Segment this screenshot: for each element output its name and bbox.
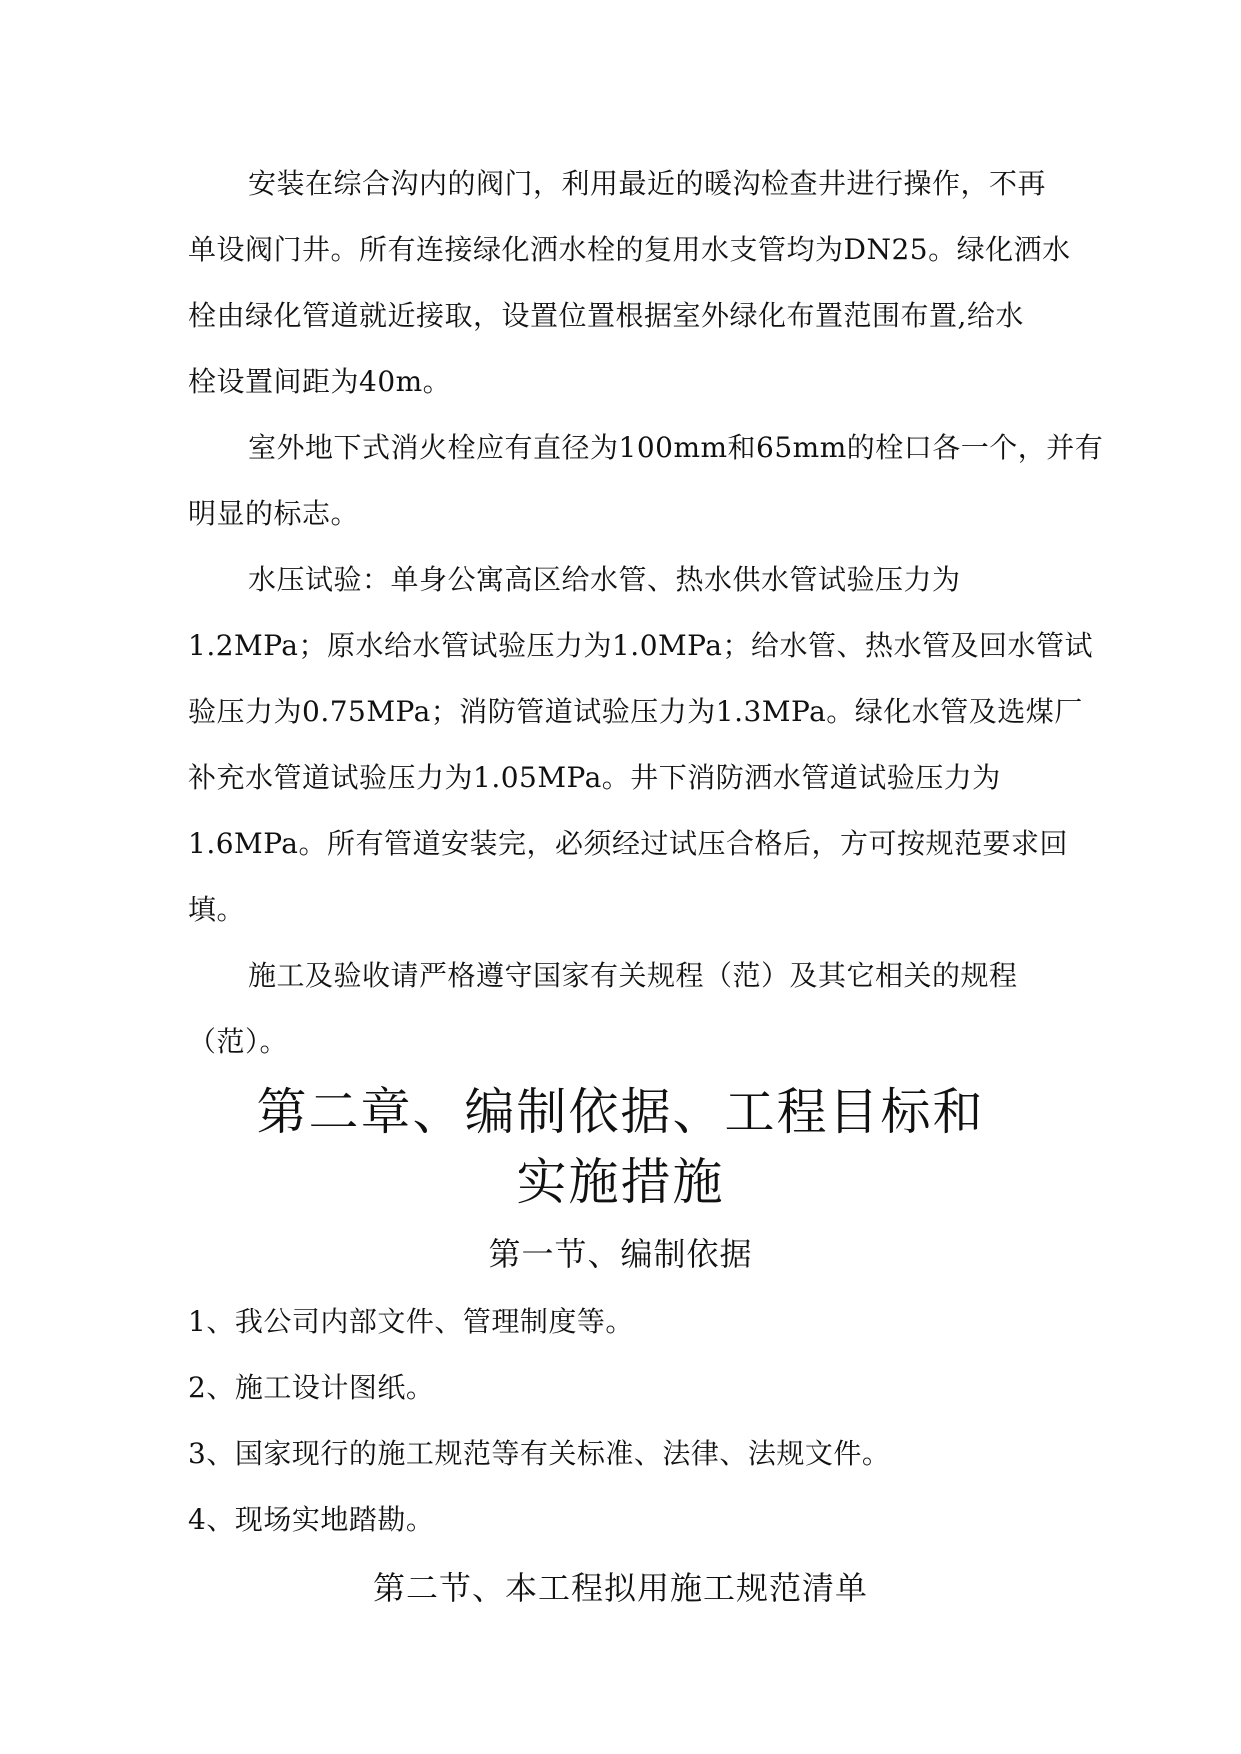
paragraph-1-line-2: 单设阀门井。所有连接绿化洒水栓的复用水支管均为DN25。绿化洒水 bbox=[188, 233, 1071, 266]
paragraph-1-line-1: 安装在综合沟内的阀门，利用最近的暖沟检查井进行操作，不再 bbox=[248, 167, 1047, 200]
paragraph-1-line-3: 栓由绿化管道就近接取，设置位置根据室外绿化布置范围布置,给水 bbox=[188, 299, 1024, 332]
paragraph-2-line-1: 室外地下式消火栓应有直径为100mm和65mm的栓口各一个，并有 bbox=[248, 431, 1104, 464]
section-1-title: 第一节、编制依据 bbox=[488, 1235, 753, 1273]
paragraph-4-line-1: 施工及验收请严格遵守国家有关规程（范）及其它相关的规程 bbox=[248, 959, 1018, 992]
section-1-item-3: 3、国家现行的施工规范等有关标准、法律、法规文件。 bbox=[188, 1437, 891, 1470]
paragraph-1-line-4: 栓设置间距为40m。 bbox=[188, 365, 452, 398]
section-1-item-2: 2、施工设计图纸。 bbox=[188, 1371, 435, 1404]
paragraph-4-line-2: （范）。 bbox=[188, 1025, 289, 1058]
section-1-item-1: 1、我公司内部文件、管理制度等。 bbox=[188, 1305, 634, 1338]
paragraph-2-line-2: 明显的标志。 bbox=[188, 497, 360, 530]
section-1-item-4: 4、现场实地踏勘。 bbox=[188, 1503, 435, 1536]
paragraph-3-line-6: 填。 bbox=[188, 893, 246, 926]
chapter-heading-line-1: 第二章、编制依据、工程目标和 bbox=[256, 1083, 985, 1141]
paragraph-3-line-3: 验压力为0.75MPa；消防管道试验压力为1.3MPa。绿化水管及选煤厂 bbox=[188, 695, 1083, 728]
chapter-heading-line-2: 实施措施 bbox=[516, 1153, 725, 1211]
paragraph-3-line-5: 1.6MPa。所有管道安装完，必须经过试压合格后，方可按规范要求回 bbox=[188, 827, 1068, 860]
paragraph-3-line-1: 水压试验：单身公寓高区给水管、热水供水管试验压力为 bbox=[248, 563, 961, 596]
section-2-title: 第二节、本工程拟用施工规范清单 bbox=[372, 1569, 868, 1607]
paragraph-3-line-4: 补充水管道试验压力为1.05MPa。井下消防洒水管道试验压力为 bbox=[188, 761, 1001, 794]
paragraph-3-line-2: 1.2MPa；原水给水管试验压力为1.0MPa；给水管、热水管及回水管试 bbox=[188, 629, 1093, 662]
